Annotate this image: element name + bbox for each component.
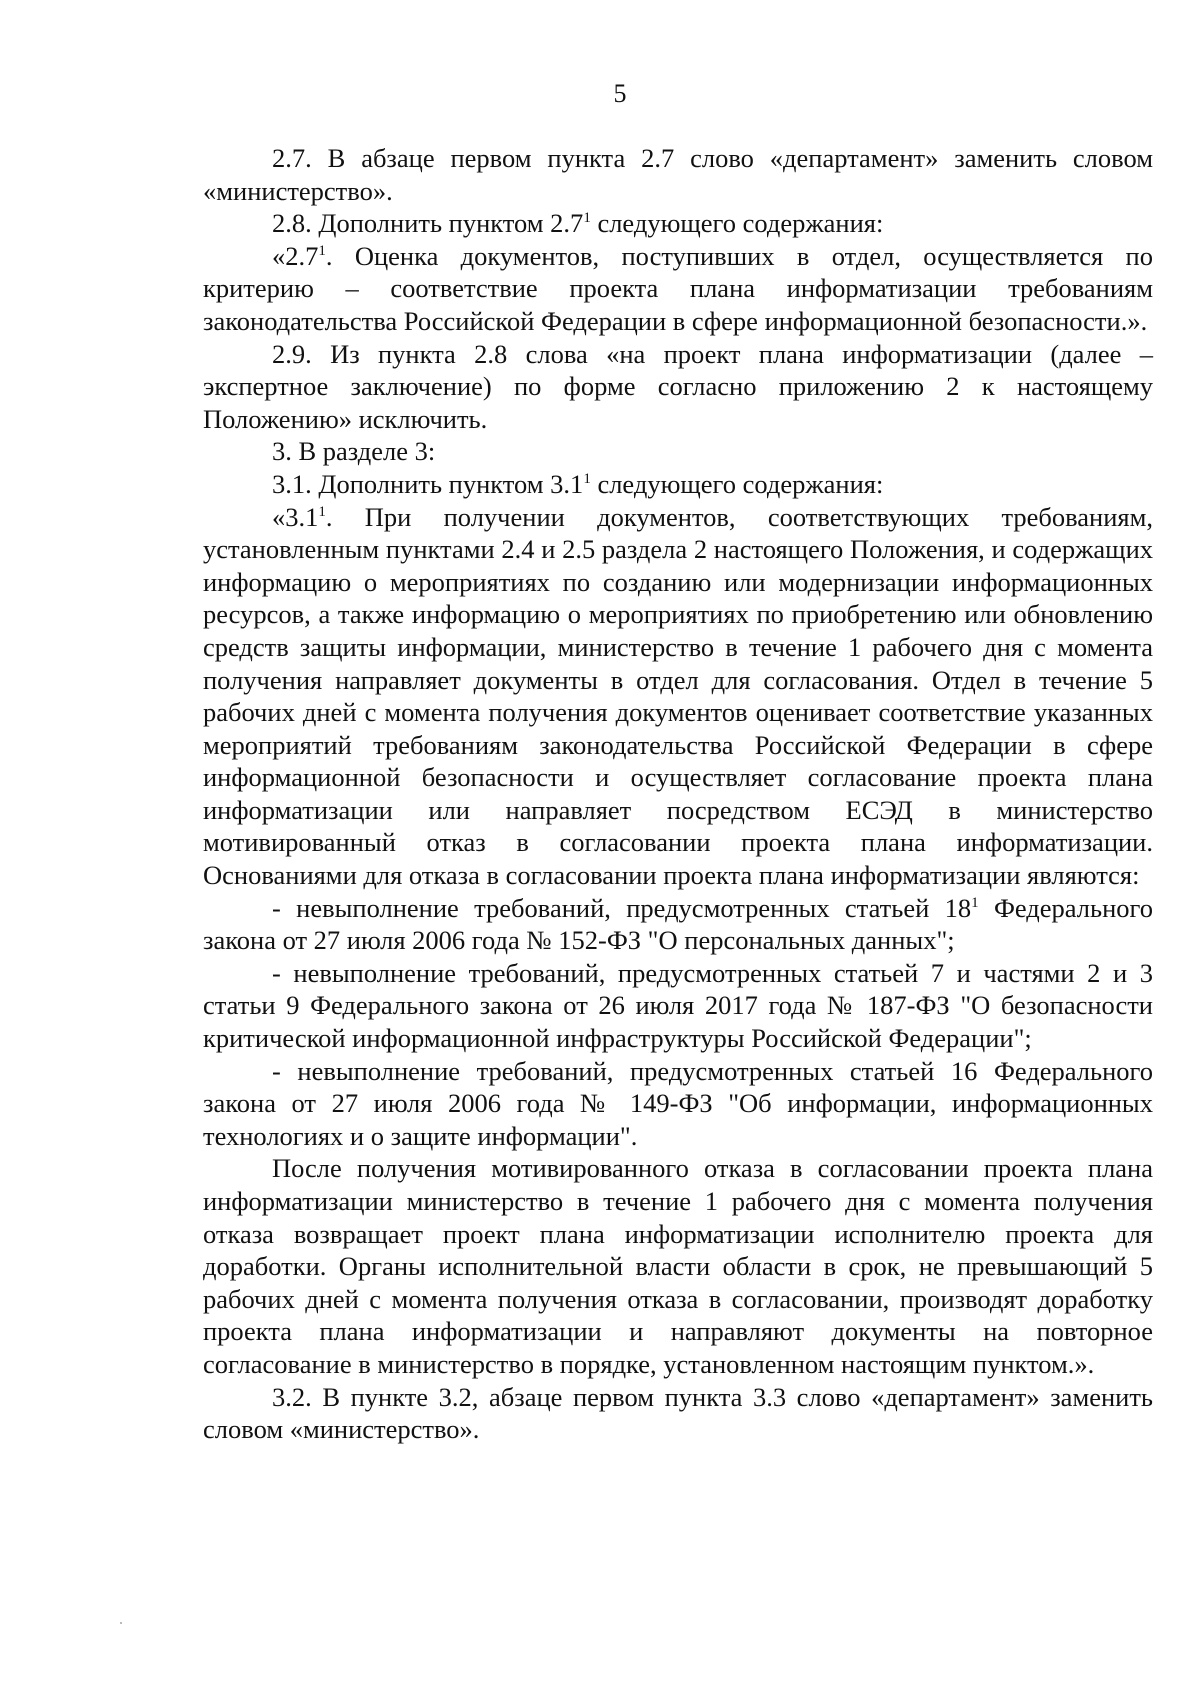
paragraph-2-7-1 [203, 240, 1153, 338]
paragraph-text: «2.7 [272, 240, 319, 271]
paragraph-text: 3.1. Дополнить пунктом 3.1 [272, 468, 584, 499]
list-item-152-fz [203, 892, 1153, 957]
paragraph-2-8 [203, 207, 1153, 240]
paragraph-2-7: 2.7. В абзаце первом пункта 2.7 слово «департамент» заменить словом «министерство». [203, 143, 1153, 206]
paragraph-section-3: 3. В разделе 3: [272, 436, 436, 467]
paragraph-2-9: 2.9. Из пункта 2.8 слова «на проект плана информатизации (далее – экспертное заключение) по форме согласно приложению 2 к настоящему Положению» исключить. [203, 338, 1153, 434]
superscript: 1 [318, 242, 326, 259]
paragraph-text: 2.8. Дополнить пунктом 2.7 [272, 208, 584, 239]
paragraph-3-1-1 [203, 501, 1153, 892]
paragraph-refusal: После получения мотивированного отказа в согласовании проекта плана информатизации министерство в течение 1 рабочего дня с момента получения отказа возвращает проект плана информатизации исполнителю проекта для доработки. Органы исполнительной власти области в срок, не превышающий 5 рабочих дней с момента получения отказа в согласовании, производят доработку проекта плана информатизации и направляют документы на повторное согласование в министерство в порядке, установленном настоящим пунктом.». [203, 1153, 1153, 1379]
paragraph-text: следующего содержания: [590, 468, 884, 499]
superscript: 1 [318, 503, 326, 520]
paragraph-3-2: 3.2. В пункте 3.2, абзаце первом пункта 3.3 слово «департамент» заменить словом «министерство». [203, 1381, 1153, 1445]
page-number: 5 [613, 79, 627, 108]
paragraph-text: - невыполнение требований, предусмотренных статьей 18 [272, 892, 972, 923]
list-item-149-fz: - невыполнение требований, предусмотренных статьей 16 Федерального закона от 27 июля 2006 года № 149-ФЗ "Об информации, информационных технологиях и о защите информации". [203, 1055, 1153, 1151]
paragraph-text: . При получении документов, соответствующих требованиям, установленным пунктами 2.4 и 2.5 раздела 2 настоящего Положения, и содержащих информацию о мероприятиях по созданию или модернизации информационных ресурсов, а также информацию о мероприятиях по приобретению или обновлению средств защиты информации, министерство в течение 1 рабочего дня с момента получения направляет документы в отдел для согласования. Отдел в течение 5 рабочих дней с момента получения документов оценивает соответствие указанных мероприятий требованиям законодательства Российской Федерации в сфере информационной безопасности и осуществляет согласование проекта плана информатизации или направляет посредством ЕСЭД в министерство мотивированный отказ в согласовании проекта плана информатизации. Основаниями для отказа в согласовании проекта плана информатизации являются: [203, 501, 1153, 891]
paragraph-text: Федерального закона от 27 июля 2006 года № 152-ФЗ "О персональных данных"; [203, 892, 1153, 956]
superscript: 1 [971, 894, 979, 911]
superscript: 1 [583, 210, 591, 227]
superscript: 1 [583, 470, 591, 487]
paragraph-text: . Оценка документов, поступивших в отдел, осуществляется по критерию – соответствие проекта плана информатизации требованиям законодательства Российской Федерации в сфере информационной безопасности.». [203, 240, 1153, 336]
document-body [203, 142, 1153, 1446]
scan-speck [120, 1622, 122, 1624]
paragraph-3-1 [203, 468, 1153, 501]
paragraph-text: следующего содержания: [590, 208, 884, 239]
paragraph-text: «3.1 [272, 501, 319, 532]
list-item-187-fz: - невыполнение требований, предусмотренных статьей 7 и частями 2 и 3 статьи 9 Федерального закона от 26 июля 2017 года № 187-ФЗ "О безопасности критической информационной инфраструктуры Российской Федерации"; [203, 957, 1153, 1054]
